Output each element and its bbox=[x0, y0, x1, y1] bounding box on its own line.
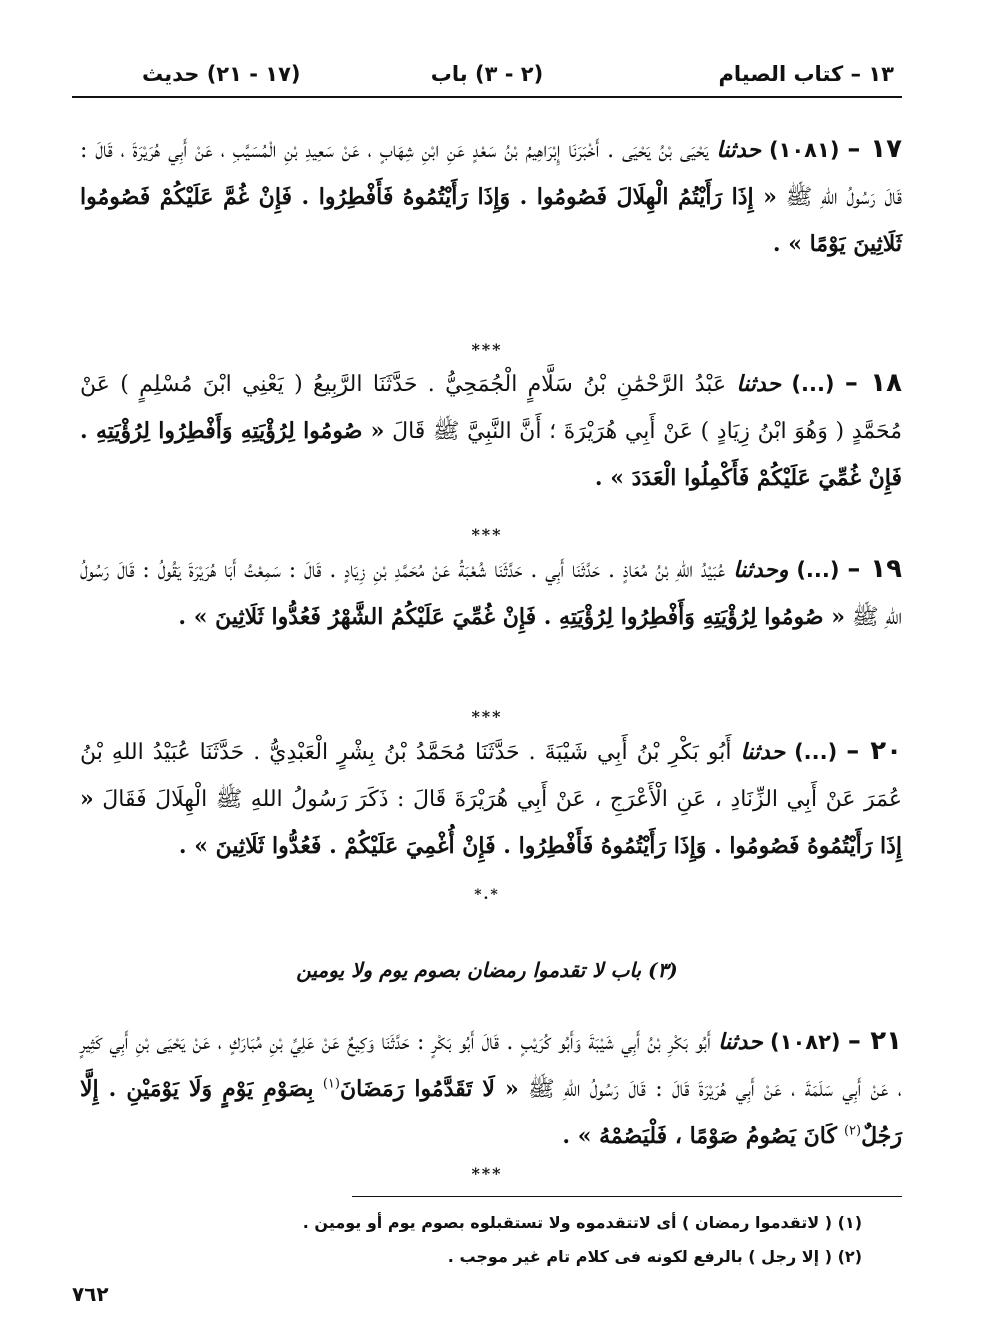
hadith-range: (١٧ - ٢١) حديث bbox=[142, 62, 301, 86]
hadith-17 bbox=[80, 126, 902, 268]
hadith-20 bbox=[80, 728, 902, 870]
hadith-opening: وحدثنا bbox=[733, 557, 789, 583]
chapter-heading: (٣) باب لا تقدموا رمضان بصوم يوم ولا يومين bbox=[296, 958, 678, 982]
hadith-isnad: عَبْدُ الرَّحْمَٰنِ بْنُ سَلَّامٍ الْجُمَحِيُّ . حَدَّثَنَا الرَّبِيعُ ( يَعْنِي ابْنَ مُسْلِمٍ ) عَنْ مُحَمَّدٍ ( وَهُوَ ابْنُ زِيَادٍ ) عَنْ أَبِي هُرَيْرَةَ ؛ أَنَّ النَّبِيَّ ﷺ قَالَ bbox=[80, 372, 902, 444]
hadith-matn: « صُومُوا لِرُؤْيَتِهِ وَأَفْطِرُوا لِرُؤْيَتِهِ . فَإِنْ غُمِّيَ عَلَيْكُمُ الشَّهْرُ فَعُدُّوا ثَلَاثِينَ » . bbox=[178, 604, 845, 630]
bab-range: (٢ - ٣) باب bbox=[430, 62, 544, 86]
hadith-18 bbox=[80, 360, 902, 502]
section-divider: *** bbox=[471, 525, 503, 544]
hadith-opening: حدثنا bbox=[740, 739, 786, 765]
hadith-reference: (...) bbox=[796, 558, 840, 582]
hadith-matn: « صُومُوا لِرُؤْيَتِهِ وَأَفْطِرُوا لِرُؤْيَتِهِ . فَإِنْ غُمِّيَ عَلَيْكُمْ فَأَكْمِلُوا الْعَدَدَ » . bbox=[80, 418, 902, 491]
hadith-opening: حدثنا bbox=[736, 371, 782, 397]
section-divider: *** bbox=[471, 340, 503, 359]
hadith-number: ١٨ – bbox=[844, 368, 903, 398]
hadith-isnad: أَبُو بَكْرِ بْنُ أَبِي شَيْبَةَ وَأَبُو كُرَيْبٍ . قَالَ أَبُو بَكْرٍ : حَدَّثَنَا وَكِيعٌ عَنْ عَلِيِّ بْنِ مُبَارَكٍ ، عَنْ يَحْيَى بْنِ أَبِي كَثِيرٍ ، عَنْ أَبِي سَلَمَةَ ، عَنْ أَبِي هُرَيْرَةَ قَالَ : قَالَ رَسُولُ اللهِ ﷺ bbox=[80, 1030, 902, 1102]
hadith-number: ١٩ – bbox=[847, 554, 902, 584]
hadith-isnad: عُبَيْدُ اللهِ بْنُ مُعَاذٍ . حَدَّثَنَا أَبِي . حَدَّثَنَا شُعْبَةُ عَنْ مُحَمَّدِ بْنِ زِيَادٍ . قَالَ : سَمِعْتُ أَبَا هُرَيْرَةَ يَقُولُ : قَالَ رَسُولُ اللهِ ﷺ bbox=[80, 558, 902, 630]
hadith-number: ٢١ – bbox=[847, 1026, 902, 1056]
hadith-matn-part2: بِصَوْمِ يَوْمٍ وَلَا يَوْمَيْنِ . إِلَّا رَجُلٌ bbox=[80, 1076, 902, 1149]
hadith-isnad: أَبُو بَكْرِ بْنُ أَبِي شَيْبَةَ . حَدَّثَنَا مُحَمَّدُ بْنُ بِشْرٍ الْعَبْدِيُّ . حَدَّثَنَا عُبَيْدُ اللهِ بْنُ عُمَرَ عَنْ أَبِي الزِّنَادِ ، عَنِ الْأَعْرَجِ ، عَنْ أَبِي هُرَيْرَةَ قَالَ : ذَكَرَ رَسُولُ اللهِ ﷺ الْهِلَالَ فَقَالَ bbox=[80, 740, 902, 812]
chapter-title: ١٣ – كتاب الصيام bbox=[718, 62, 894, 86]
footnotes bbox=[192, 1206, 862, 1274]
footnote-marker-1[interactable]: (١) bbox=[322, 1076, 340, 1092]
hadith-matn-part1: « لَا تَقَدَّمُوا رَمَضَانَ bbox=[339, 1076, 519, 1102]
hadith-opening: حدثنا bbox=[716, 137, 762, 163]
chapter-end-divider: *.* bbox=[474, 887, 500, 903]
hadith-opening: حدثنا bbox=[718, 1029, 763, 1055]
hadith-reference: (١٠٨١) bbox=[768, 138, 840, 162]
section-divider: *** bbox=[471, 1164, 503, 1183]
hadith-number: ٢٠ – bbox=[846, 736, 902, 766]
hadith-matn: « إِذَا رَأَيْتُمُوهُ فَصُومُوا . وَإِذَا رَأَيْتُمُوهُ فَأَفْطِرُوا . فَإِنْ أُغْمِيَ عَلَيْكُمْ . فَعُدُّوا ثَلَاثِينَ » . bbox=[80, 786, 902, 859]
book-page bbox=[72, 56, 902, 1306]
footnote-rule bbox=[352, 1196, 902, 1197]
hadith-matn: « إِذَا رَأَيْتُمُ الْهِلَالَ فَصُومُوا . وَإِذَا رَأَيْتُمُوهُ فَأَفْطِرُوا . فَإِنْ غُمَّ عَلَيْكُمْ فَصُومُوا ثَلَاثِينَ يَوْمًا » . bbox=[80, 184, 902, 257]
footnote-marker-2[interactable]: (٢) bbox=[843, 1123, 862, 1139]
footnote-1: (١) ( لاتقدموا رمضان ) أى لاتتقدموه ولا تستقبلوه بصوم يوم أو يومين . bbox=[302, 1213, 862, 1232]
footnote-2: (٢) ( إلا رجل ) بالرفع لكونه فى كلام تام غير موجب . bbox=[447, 1247, 862, 1266]
hadith-reference: (...) bbox=[791, 372, 835, 396]
hadith-isnad: يَحْيَى بْنُ يَحْيَى . أَخْبَرَنَا إِبْرَاهِيمُ بْنُ سَعْدٍ عَنِ ابْنِ شِهَابٍ ، عَنْ سَعِيدِ بْنِ الْمُسَيَّبِ ، عَنْ أَبِي هُرَيْرَةَ ، قَالَ : قَالَ رَسُولُ اللهِ ﷺ bbox=[80, 138, 902, 210]
hadith-reference: (...) bbox=[794, 740, 838, 764]
section-divider: *** bbox=[471, 707, 503, 726]
page-number: ٧٦٢ bbox=[72, 1282, 109, 1306]
hadith-reference: (١٠٨٢) bbox=[770, 1030, 841, 1054]
hadith-19 bbox=[80, 546, 902, 641]
hadith-21 bbox=[80, 1018, 902, 1160]
running-header bbox=[72, 56, 902, 98]
hadith-number: ١٧ – bbox=[847, 134, 903, 164]
hadith-matn-part3: كَانَ يَصُومُ صَوْمًا ، فَلْيَصُمْهُ » . bbox=[562, 1123, 837, 1149]
